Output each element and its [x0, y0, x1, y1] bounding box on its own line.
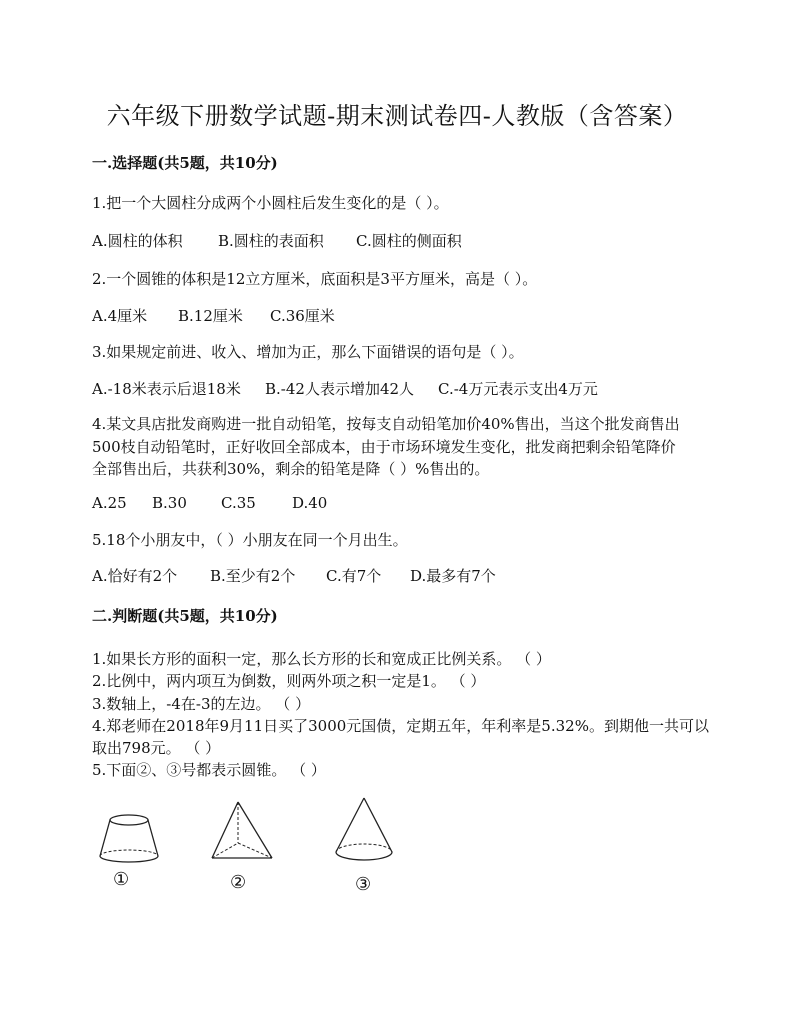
- q4-option-b: B.30: [152, 494, 187, 512]
- judge-4-line-2: 取出798元。 （ ）: [92, 739, 221, 757]
- q2-option-b: B.12厘米: [178, 307, 243, 325]
- q4-option-c: C.35: [221, 494, 256, 512]
- q3-option-c: C.-4万元表示支出4万元: [438, 380, 598, 398]
- q5-option-a: A.恰好有2个: [92, 567, 178, 585]
- figure-label-1: ①: [113, 869, 130, 890]
- q5-option-b: B.至少有2个: [210, 567, 296, 585]
- q1-option-a: A.圆柱的体积: [92, 232, 183, 250]
- q2-option-c: C.36厘米: [270, 307, 335, 325]
- judge-2: 2.比例中，两内项互为倒数，则两外项之积一定是1。 （ ）: [92, 672, 486, 690]
- q2-option-a: A.4厘米: [92, 307, 148, 325]
- figure-label-2: ②: [230, 872, 247, 893]
- frustum-figure: [96, 810, 162, 870]
- q3-option-a: A.-18米表示后退18米: [92, 380, 241, 398]
- question-3: 3.如果规定前进、收入、增加为正，那么下面错误的语句是（ ）。: [92, 343, 524, 361]
- q1-option-b: B.圆柱的表面积: [218, 232, 324, 250]
- question-1: 1.把一个大圆柱分成两个小圆柱后发生变化的是（ ）。: [92, 194, 449, 212]
- figure-label-3: ③: [355, 874, 372, 895]
- question-5: 5.18个小朋友中，（ ）小朋友在同一个月出生。: [92, 531, 408, 549]
- q4-option-a: A.25: [92, 494, 127, 512]
- q4-option-d: D.40: [292, 494, 328, 512]
- page-title: 六年级下册数学试题-期末测试卷四-人教版（含答案）: [106, 102, 688, 130]
- judge-5: 5.下面②、③号都表示圆锥。 （ ）: [92, 761, 326, 779]
- judge-4-line-1: 4.郑老师在2018年9月11日买了3000元国债，定期五年，年利率是5.32%。到期他一共可以: [92, 717, 709, 735]
- pyramid-figure: [208, 798, 278, 866]
- section2-heading: 二.判断题(共5题，共10分): [92, 607, 278, 625]
- q1-option-c: C.圆柱的侧面积: [356, 232, 462, 250]
- question-4-line-3: 全部售出后，共获利30%，剩余的铅笔是降（ ）%售出的。: [92, 460, 490, 478]
- question-4-line-2: 500枝自动铅笔时，正好收回全部成本，由于市场环境发生变化，批发商把剩余铅笔降价: [92, 438, 676, 456]
- q5-option-c: C.有7个: [326, 567, 382, 585]
- cone-figure: [332, 794, 396, 870]
- judge-3: 3.数轴上，-4在-3的左边。 （ ）: [92, 695, 311, 713]
- question-4-line-1: 4.某文具店批发商购进一批自动铅笔，按每支自动铅笔加价40%售出，当这个批发商售出: [92, 415, 680, 433]
- question-2: 2.一个圆锥的体积是12立方厘米，底面积是3平方厘米，高是（ ）。: [92, 270, 538, 288]
- judge-1: 1.如果长方形的面积一定，那么长方形的长和宽成正比例关系。 （ ）: [92, 650, 551, 668]
- q3-option-b: B.-42人表示增加42人: [265, 380, 415, 398]
- section1-heading: 一.选择题(共5题，共10分): [92, 154, 278, 172]
- q5-option-d: D.最多有7个: [410, 567, 496, 585]
